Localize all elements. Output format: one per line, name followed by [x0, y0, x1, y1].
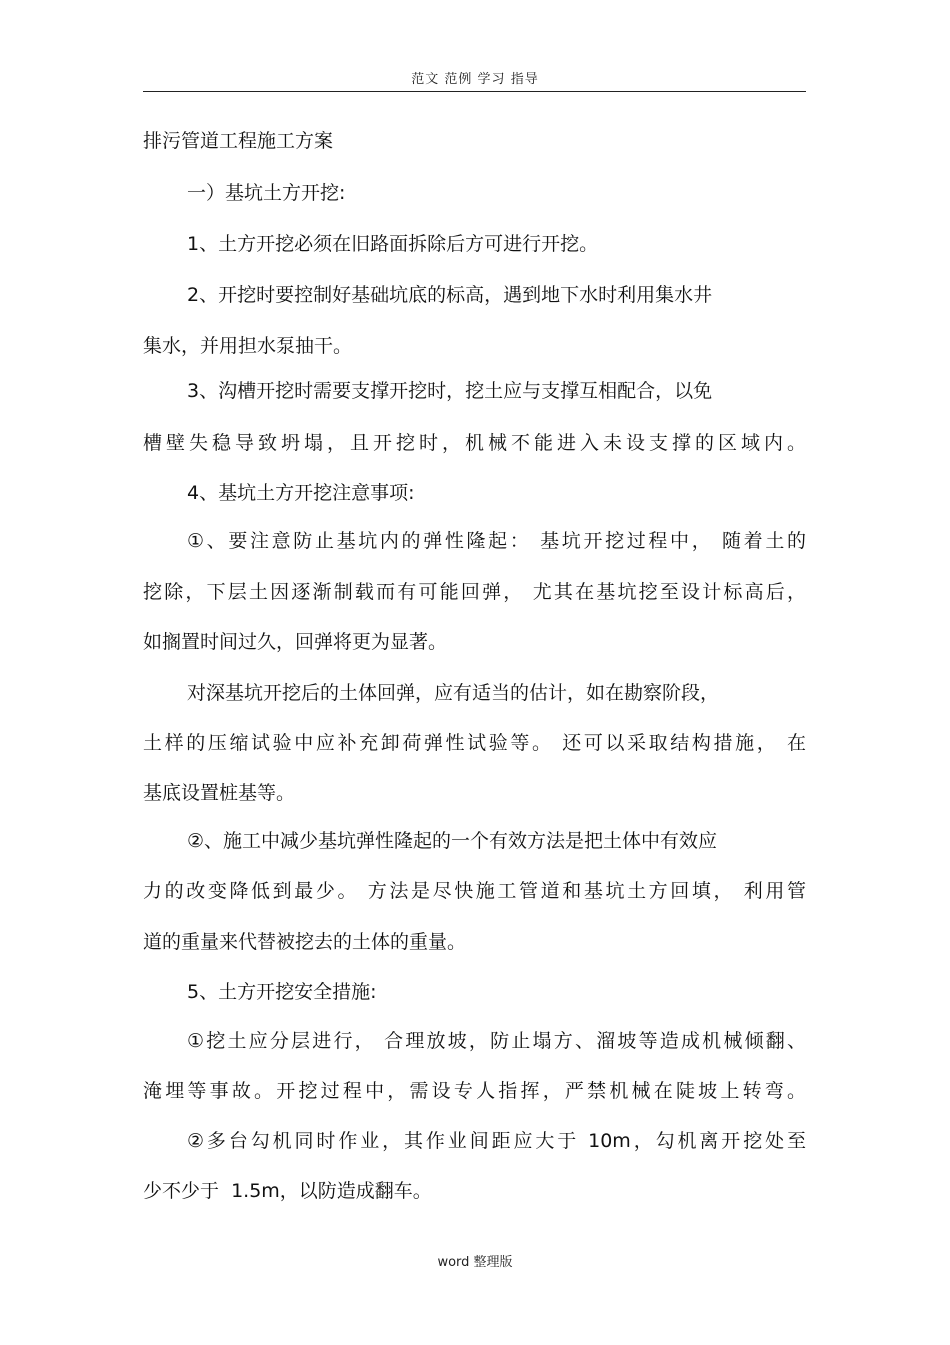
paragraph-line: ①、要注意防止基坑内的弹性隆起： 基坑开挖过程中， 随着土的 — [187, 530, 806, 552]
paragraph-line: 对深基坑开挖后的土体回弹，应有适当的估计，如在勘察阶段， — [187, 682, 720, 704]
section-heading: 5、土方开挖安全措施: — [187, 981, 377, 1003]
paragraph-line: ①挖土应分层进行， 合理放坡，防止塌方、溜坡等造成机械倾翻、 — [187, 1030, 806, 1052]
paragraph-line: 挖除，下层土因逐渐制载而有可能回弹， 尤其在基坑挖至设计标高后， — [143, 581, 806, 603]
header-rule — [143, 91, 806, 92]
paragraph-line: ②、施工中减少基坑弹性隆起的一个有效方法是把土体中有效应 — [187, 830, 718, 852]
page-footer: word 整理版 — [437, 1255, 513, 1270]
paragraph-line: 道的重量来代替被挖去的土体的重量。 — [143, 931, 467, 953]
paragraph-line: 4、基坑土方开挖注意事项: — [187, 482, 415, 504]
page-header: 范文 范例 学习 指导 — [411, 72, 539, 87]
paragraph-line: 淹埋等事故。开挖过程中，需设专人指挥，严禁机械在陡坡上转弯。 — [143, 1080, 806, 1102]
paragraph-line: ②多台勾机同时作业，其作业间距应大于 10m，勾机离开挖处至 — [187, 1130, 806, 1152]
paragraph-line: 集水，并用担水泵抽干。 — [143, 335, 353, 357]
paragraph-line: 如搁置时间过久，回弹将更为显著。 — [143, 631, 448, 653]
paragraph-line: 土样的压缩试验中应补充卸荷弹性试验等。 还可以采取结构措施， 在 — [143, 732, 806, 754]
section-heading: 一）基坑土方开挖: — [187, 182, 346, 204]
paragraph-line: 槽壁失稳导致坍塌，且开挖时，机械不能进入未设支撑的区域内。 — [143, 432, 806, 454]
paragraph-line: 1、土方开挖必须在旧路面拆除后方可进行开挖。 — [187, 233, 599, 255]
paragraph-line: 基底设置桩基等。 — [143, 782, 296, 804]
document-title: 排污管道工程施工方案 — [143, 130, 334, 152]
paragraph-line: 2、开挖时要控制好基础坑底的标高，遇到地下水时利用集水井 — [187, 284, 713, 306]
paragraph-line: 少不少于 1.5m，以防造成翻车。 — [143, 1180, 432, 1202]
paragraph-line: 力的改变降低到最少。 方法是尽快施工管道和基坑土方回填， 利用管 — [143, 880, 806, 902]
paragraph-line: 3、沟槽开挖时需要支撑开挖时，挖土应与支撑互相配合，以免 — [187, 380, 713, 402]
